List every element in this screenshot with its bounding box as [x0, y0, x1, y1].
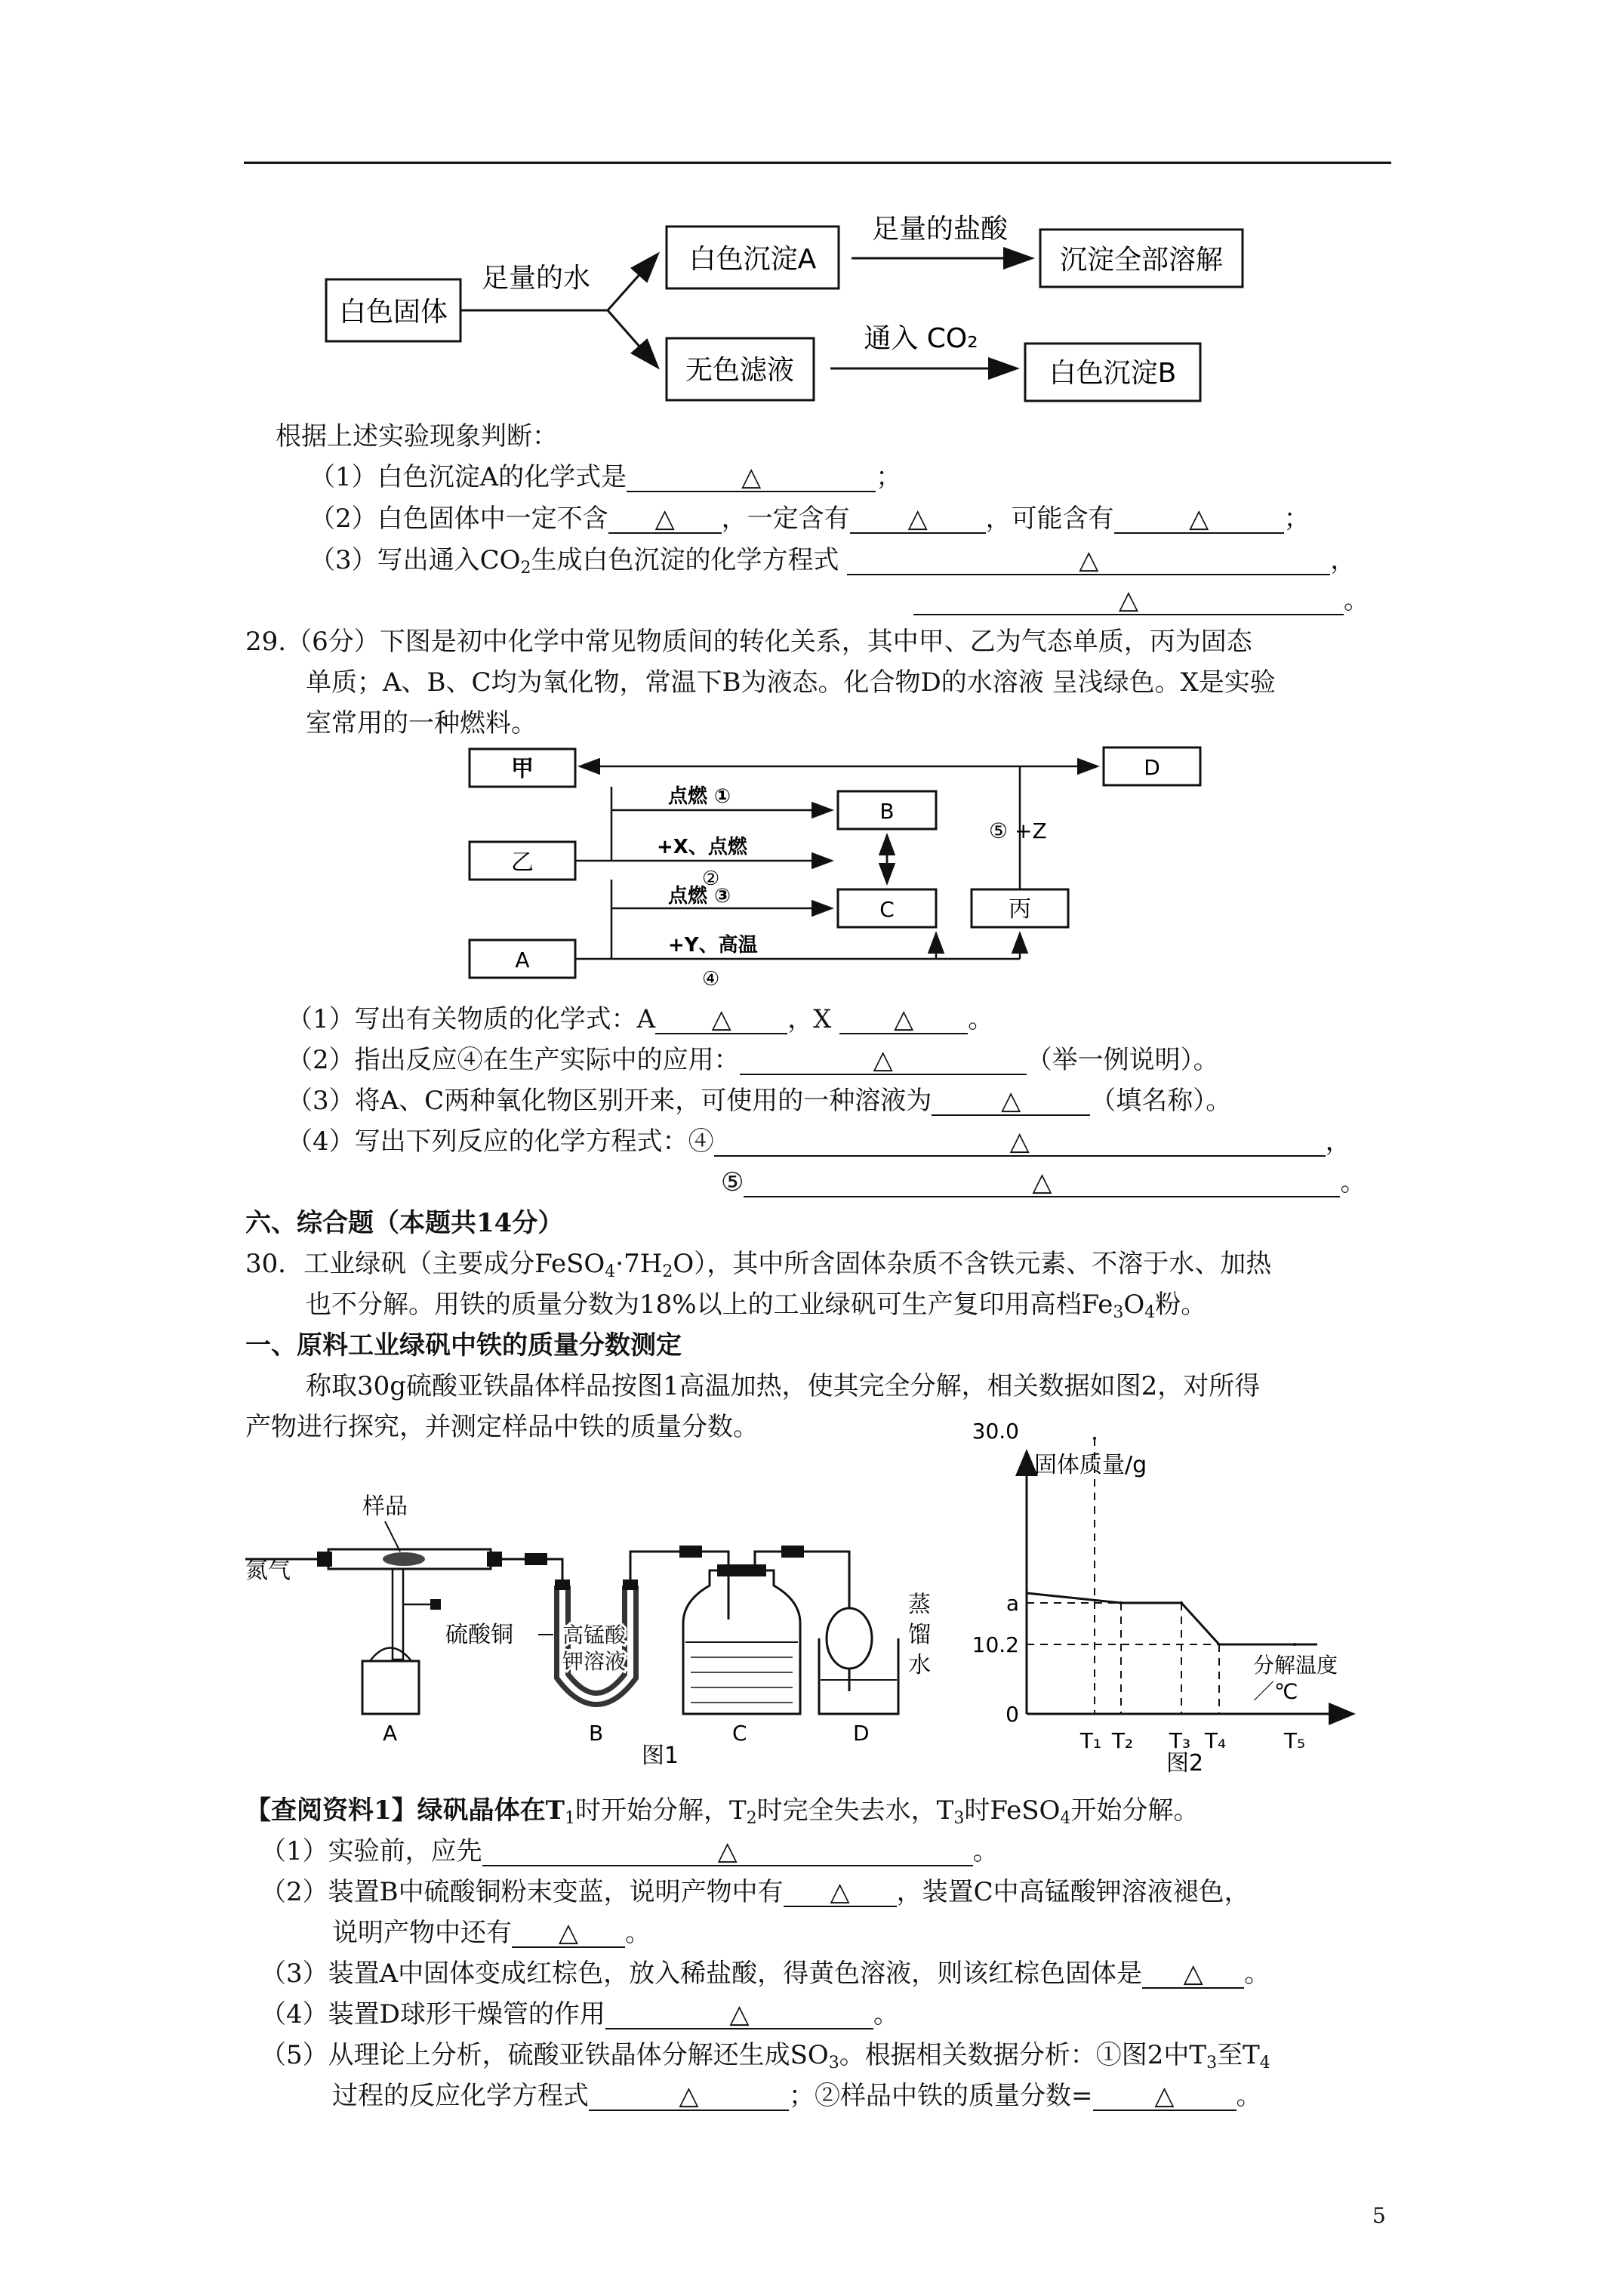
x-tick-label: T₂ — [1111, 1728, 1134, 1753]
answer-blank[interactable]: △ — [608, 505, 722, 534]
x-tick-label: T₄ — [1204, 1728, 1227, 1753]
q30-sub1: （1）实验前，应先 △ 。 — [260, 1836, 999, 1866]
water-label: 足量的水 — [481, 263, 591, 294]
info1: 【查阅资料1】绿矾晶体在$T_1$时开始分解，$T_2$时完全失去水，$T_3$时FeSO$_4$开始分解。 — [245, 1795, 1200, 1828]
apparatus-label-d: D — [853, 1721, 870, 1746]
q29-sub3: （3）将A、C两种氧化物区别开来，可使用的一种溶液为 △ （填名称）。 — [287, 1086, 1232, 1116]
reaction1-label: 点燃 ① — [668, 785, 731, 808]
box-d-label: D — [1144, 755, 1160, 780]
answer-blank[interactable]: △ — [1114, 505, 1284, 534]
reaction3-label: 点燃 ③ — [668, 885, 731, 908]
label-kmno4-b: 钾溶液 — [562, 1649, 627, 1674]
answer-blank[interactable]: △ — [627, 464, 876, 492]
answer-blank[interactable]: △ — [1142, 1960, 1244, 1989]
q28-part1: （1）白色沉淀A的化学式是 △ ； — [310, 462, 902, 492]
hcl-label: 足量的盐酸 — [871, 214, 1009, 245]
flowchart-white-solid — [317, 204, 1321, 408]
data-point — [1180, 1601, 1183, 1604]
q29-sub2: （2）指出反应④在生产实际中的应用： △ （举一例说明）。 — [287, 1045, 1219, 1075]
q28-intro: 根据上述实验现象判断： — [276, 421, 558, 451]
x-tick-label: T₃ — [1169, 1728, 1191, 1753]
reaction4-num: ④ — [702, 968, 720, 991]
answer-blank[interactable]: △ — [784, 1878, 897, 1907]
q29-sub4: （4）写出下列反应的化学方程式：④ △ ， — [287, 1126, 1351, 1157]
data-point — [1293, 1643, 1296, 1646]
q30-sub4: （4）装置D球形干燥管的作用 △ 。 — [260, 1999, 899, 2029]
answer-blank[interactable]: △ — [482, 1838, 973, 1866]
co2-label: 通入 CO₂ — [864, 323, 978, 354]
data-point — [1218, 1643, 1221, 1646]
x-axis-label-2: ／℃ — [1253, 1679, 1298, 1704]
figure1-apparatus — [245, 1480, 940, 1769]
x-tick-label: T₅ — [1283, 1728, 1306, 1753]
box-filtrate-label: 无色滤液 — [685, 355, 795, 386]
q30-sub2-line2: 说明产物中还有 △ 。 — [332, 1918, 651, 1948]
label-kmno4-a: 高锰酸 — [562, 1623, 627, 1647]
q29-line3: 室常用的一种燃料。 — [306, 708, 537, 738]
y-tick-label: 10.2 — [972, 1632, 1019, 1657]
reaction4-label: +Y、高温 — [668, 934, 758, 957]
reaction2-label: +X、点燃 — [657, 836, 747, 858]
answer-blank[interactable]: △ — [655, 1006, 787, 1034]
answer-blank[interactable]: △ — [740, 1046, 1027, 1075]
box-all-dissolve-label: 沉淀全部溶解 — [1059, 245, 1224, 276]
section6-heading: 六、综合题（本题共14分） — [245, 1208, 564, 1238]
q29-sub5: ⑤ △ 。 — [721, 1167, 1366, 1197]
answer-blank[interactable]: △ — [589, 2082, 789, 2111]
figure2-caption: 图2 — [1166, 1750, 1204, 1777]
y-tick-label: 0 — [1006, 1702, 1019, 1727]
q30-sub5: （5）从理论上分析，硫酸亚铁晶体分解还生成$SO_3$。根据相关数据分析：①图2中$T_3$至$T_4$ — [260, 2040, 1270, 2073]
label-cuso4: 硫酸铜 — [445, 1622, 513, 1648]
series-line — [1027, 1593, 1317, 1644]
answer-blank[interactable]: △ — [714, 1128, 1326, 1157]
data-point — [1119, 1601, 1123, 1604]
answer-blank[interactable]: △ — [850, 505, 986, 534]
y-tick-label: 30.0 — [972, 1419, 1019, 1444]
box-white-solid-label: 白色固体 — [338, 297, 448, 328]
q28-part2: （2）白色固体中一定不含 △ ，一定含有 △ ，可能含有 △ ； — [310, 504, 1310, 534]
q29-line1: 29.（6分）下图是初中化学中常见物质间的转化关系，其中甲、乙为气态单质，丙为固态 — [245, 627, 1252, 657]
answer-blank[interactable]: △ — [1093, 2082, 1236, 2111]
x-tick-label: T₁ — [1079, 1728, 1102, 1753]
apparatus-label-b: B — [589, 1721, 604, 1746]
reaction5-label: ⑤ +Z — [989, 818, 1047, 843]
part1-para2: 产物进行探究，并测定样品中铁的质量分数。 — [245, 1412, 759, 1442]
box-c-label: C — [879, 897, 895, 922]
answer-blank[interactable]: △ — [847, 547, 1330, 575]
reaction-diagram — [468, 740, 1223, 997]
q28-part3: （3）写出通入$CO_2$生成白色沉淀的化学方程式 △ ， — [310, 545, 1357, 578]
label-water-a: 蒸 — [908, 1592, 931, 1618]
part1-heading: 一、原料工业绿矾中铁的质量分数测定 — [245, 1330, 682, 1361]
box-precipitate-b-label: 白色沉淀B — [1049, 358, 1177, 389]
q29-line2: 单质；A、B、C均为氧化物，常温下B为液态。化合物D的水溶液 呈浅绿色。X是实验 — [306, 667, 1276, 698]
q30-sub3: （3）装置A中固体变成红棕色，放入稀盐酸，得黄色溶液，则该红棕色固体是 △ 。 — [260, 1959, 1270, 1989]
label-water-b: 馏 — [908, 1622, 931, 1648]
q30-line2: 也不分解。用铁的质量分数为18%以上的工业绿矾可生产复印用高档$Fe_3O_4$粉。 — [306, 1290, 1207, 1322]
box-yi-label: 乙 — [511, 849, 534, 876]
q29-sub1: （1）写出有关物质的化学式：A △ ，X △ 。 — [287, 1004, 994, 1034]
box-precipitate-a-label: 白色沉淀A — [688, 244, 817, 275]
box-b-label: B — [879, 799, 895, 824]
answer-blank[interactable]: △ — [744, 1169, 1340, 1197]
label-water-c: 水 — [908, 1652, 931, 1678]
box-a-label: A — [515, 948, 530, 972]
reaction2-num: ② — [702, 868, 720, 890]
apparatus-label-a: A — [383, 1721, 398, 1746]
header-rule — [244, 162, 1391, 164]
label-sample: 样品 — [362, 1493, 408, 1520]
data-point — [1093, 1437, 1096, 1440]
box-bing-label: 丙 — [1009, 896, 1031, 923]
q30-line1: 30．工业绿矾（主要成分$FeSO_4\cdot 7H_2O$），其中所含固体杂质不含铁元素、不溶于水、加热 — [245, 1249, 1272, 1281]
figure2-mass-chart — [940, 1419, 1415, 1793]
x-axis-label-1: 分解温度 — [1253, 1653, 1338, 1678]
q28-part3-line2: △ 。 — [913, 585, 1369, 615]
q30-sub2: （2）装置B中硫酸铜粉末变蓝，说明产物中有 △ ，装置C中高锰酸钾溶液褪色， — [260, 1877, 1250, 1907]
label-nitrogen: 氮气 — [245, 1558, 291, 1584]
q30-sub5-line2: 过程的反应化学方程式 △ ；②样品中铁的质量分数= △ 。 — [332, 2081, 1262, 2111]
apparatus-label-c: C — [732, 1721, 747, 1746]
answer-blank[interactable]: △ — [839, 1006, 968, 1034]
answer-blank[interactable]: △ — [932, 1087, 1090, 1116]
y-tick-label: a — [1006, 1591, 1019, 1616]
answer-blank[interactable]: △ — [605, 2001, 873, 2029]
box-jia-label: 甲 — [511, 756, 534, 782]
answer-blank[interactable]: △ — [512, 1919, 625, 1948]
answer-blank[interactable]: △ — [913, 587, 1344, 615]
y-axis-label: 固体质量/g — [1034, 1452, 1147, 1478]
part1-para1: 称取30g硫酸亚铁晶体样品按图1高温加热，使其完全分解，相关数据如图2，对所得 — [306, 1371, 1261, 1401]
figure1-caption: 图1 — [642, 1743, 679, 1769]
page-number: 5 — [1372, 2203, 1386, 2228]
